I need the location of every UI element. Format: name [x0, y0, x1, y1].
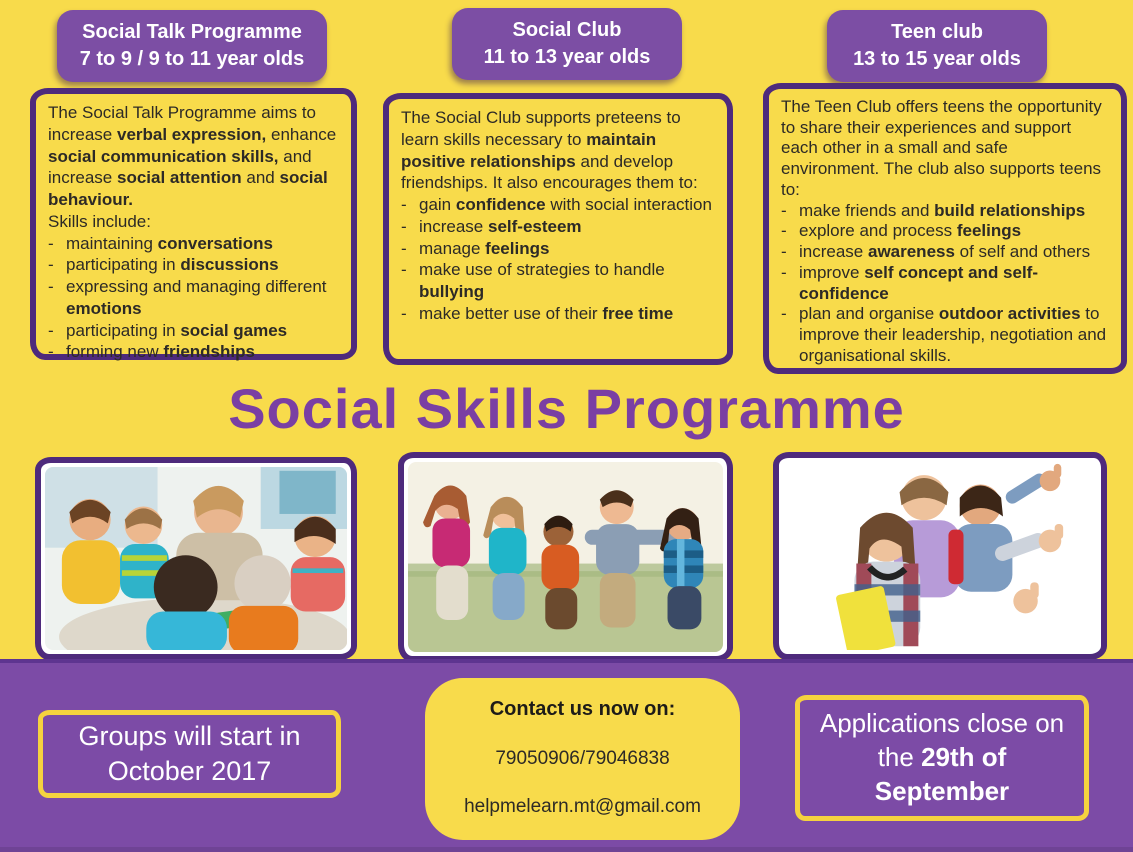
teens-thumbs-up-photo [773, 452, 1107, 660]
list-item [48, 254, 339, 276]
children-classroom-image [45, 467, 347, 650]
list-item [781, 221, 1109, 242]
list-item-text: manage feelings [419, 238, 550, 258]
programme-ages: 13 to 15 year olds [853, 48, 1021, 70]
list-item [781, 304, 1109, 366]
programme-title: Social Talk Programme [82, 21, 302, 43]
bullet-dash: - [48, 277, 54, 296]
bullet-dash: - [781, 221, 787, 241]
contact-phone: 79050906/79046838 [495, 747, 670, 769]
programme-ages: 7 to 9 / 9 to 11 year olds [79, 48, 305, 70]
list-item [401, 216, 715, 238]
deadline-box [795, 695, 1089, 821]
list-item-text: expressing and managing different emotions [66, 277, 327, 318]
list-item-text: maintaining conversations [66, 233, 273, 253]
contact-heading: Contact us now on: [489, 698, 676, 720]
bullet-dash: - [401, 195, 407, 214]
social-club-description-box [383, 93, 733, 365]
programme-header-social-club [452, 8, 682, 80]
teen-club-description-box [763, 83, 1127, 374]
bullet-dash: - [401, 260, 407, 280]
bullet-dash: - [48, 233, 54, 253]
list-item-text: improve self concept and self-confidence [799, 262, 1039, 303]
list-item [401, 303, 715, 325]
contact-email: helpmelearn.mt@gmail.com [464, 796, 701, 817]
list-item [48, 276, 339, 320]
list-item-text: make friends and build relationships [799, 200, 1086, 220]
programme-intro: The Social Club supports preteens to learn skills necessary to maintain positive relationships and develop friendships. It also encourages them to: [401, 108, 698, 193]
programme-intro: The Teen Club offers teens the opportunity to share their experiences and support each other in a small and safe environment. The club also supports teens to: [781, 97, 1102, 199]
bullet-dash: - [48, 255, 54, 275]
list-item-text: increase awareness of self and others [799, 242, 1091, 262]
list-item [781, 263, 1109, 304]
list-item [781, 201, 1109, 222]
children-classroom-photo [35, 457, 357, 660]
list-item [401, 194, 715, 216]
programme-intro: The Social Talk Programme aims to increase verbal expression, enhance social communication skills, and increase social attention and social behaviour. [48, 103, 337, 209]
bullet-dash: - [48, 320, 54, 340]
teens-thumbs-up-image [783, 462, 1097, 650]
bullet-dash: - [781, 304, 787, 324]
deadline-text: Applications close on the 29th of September [819, 708, 1065, 806]
programme-ages: 11 to 13 year olds [483, 46, 651, 68]
skills-include-label: Skills include: [48, 211, 151, 231]
list-item-text: participating in discussions [66, 255, 279, 275]
preteens-outdoor-image [408, 462, 723, 652]
page-title: Social Skills Programme [228, 377, 905, 440]
list-item [401, 238, 715, 260]
list-item-text: increase self-esteem [419, 216, 582, 236]
list-item [781, 242, 1109, 263]
list-item-text: forming new friendships [66, 342, 255, 362]
list-item-text: participating in social games [66, 320, 288, 340]
programme-title: Teen club [891, 21, 983, 43]
list-item-text: make use of strategies to handle bullying [419, 260, 665, 301]
social-talk-description-box [30, 88, 357, 360]
start-date-text: Groups will start in October 2017 [78, 720, 301, 786]
bullet-dash: - [401, 238, 407, 258]
programme-header-social-talk [57, 10, 327, 82]
bullet-dash: - [401, 216, 407, 236]
bullet-dash: - [48, 342, 54, 362]
bullet-dash: - [401, 303, 407, 323]
bullet-dash: - [781, 262, 787, 282]
list-item [48, 320, 339, 342]
list-item-text: make better use of their free time [419, 303, 674, 323]
contact-box [425, 678, 740, 840]
list-item-text: explore and process feelings [799, 221, 1022, 241]
list-item-text: gain confidence with social interaction [419, 195, 712, 214]
list-item [48, 233, 339, 255]
list-item-text: plan and organise outdoor activities to improve their leadership, negotiation and organisational skills. [799, 304, 1107, 365]
start-date-box [38, 710, 341, 798]
list-item [401, 259, 715, 303]
bullet-dash: - [781, 242, 787, 262]
programme-header-teen-club [827, 10, 1047, 82]
list-item [48, 341, 339, 363]
programme-title: Social Club [512, 19, 622, 41]
preteens-outdoor-photo [398, 452, 733, 662]
bullet-dash: - [781, 200, 787, 220]
